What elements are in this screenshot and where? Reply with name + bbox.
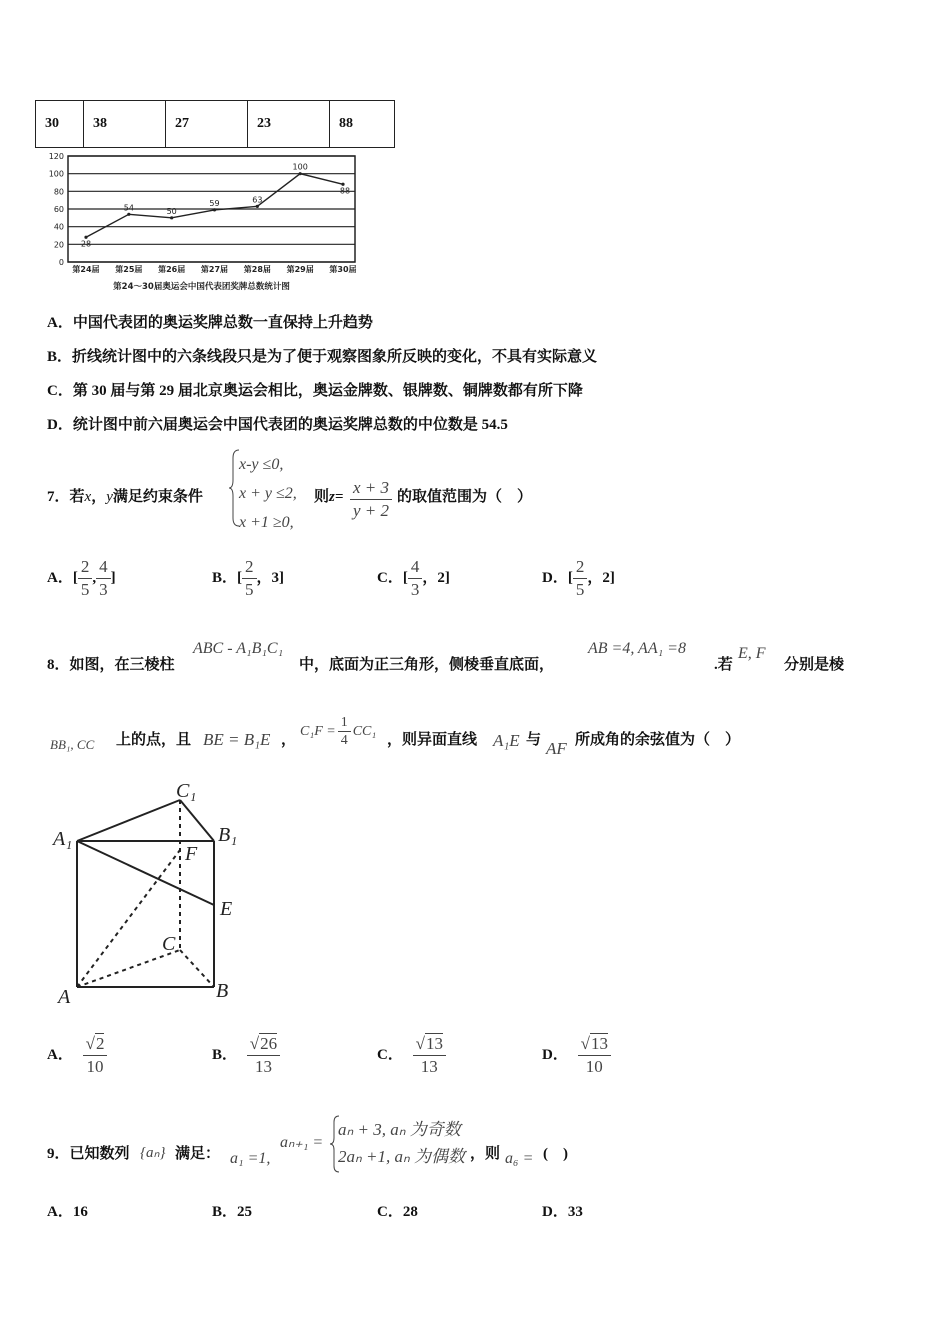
q8-eq2-right: CC₁ [352, 723, 377, 739]
q7-var-y: y [106, 489, 113, 505]
q8-line-af: AF [546, 739, 567, 758]
prism-figure [50, 775, 250, 1010]
data-label: 63 [252, 195, 263, 205]
table-cell: 38 [84, 101, 166, 148]
q7-suffix: 的取值范围为（ ） [397, 489, 533, 505]
option-letter: C． [377, 569, 403, 586]
y-tick-label: 20 [53, 240, 64, 250]
numerator: 2 [242, 556, 257, 579]
numerator: 2 [78, 556, 93, 579]
option-letter: B． [212, 569, 238, 586]
denominator: 10 [585, 1057, 603, 1076]
q9-option-c: C．28 [377, 1204, 418, 1220]
q7-fraction [350, 477, 392, 522]
q7-constraints [239, 450, 297, 537]
option-letter: D． [542, 569, 568, 586]
data-point [213, 208, 216, 211]
y-tick-label: 0 [58, 258, 64, 267]
q7-denominator: y + 2 [353, 501, 390, 520]
x-tick-label: 第30届 [329, 265, 357, 274]
q9-text-3: ，则 [470, 1146, 501, 1162]
option-letter: D． [542, 1046, 568, 1063]
y-tick-label: 40 [53, 222, 64, 232]
data-label: 50 [166, 206, 177, 216]
q7-constraint: x + y ≤2, [239, 485, 297, 502]
q8-option-b: B． $\frac{√26}{13}$ [212, 1033, 280, 1078]
bracket: [ [567, 569, 573, 586]
x-tick-label: 第26届 [158, 265, 186, 274]
segment-af [77, 850, 180, 987]
separator: , [92, 569, 97, 586]
q7-var-x: x [84, 489, 92, 505]
q8-line-a1e: A₁E [493, 731, 520, 750]
q6-option-b: B．折线统计图中的六条线段只是为了便于观察图象所反映的变化，不具有实际意义 [47, 349, 598, 365]
x-tick-label: 第27届 [200, 265, 229, 274]
medal-line-chart [30, 150, 370, 300]
q9-option-a: A．16 [47, 1204, 88, 1220]
edge-c1b1 [180, 800, 214, 841]
bracket: [ [402, 569, 408, 586]
label-b: B [216, 980, 229, 1002]
q8-text-4: 分别是棱 [784, 657, 845, 673]
q8-eq2-left: C₁F = [300, 723, 336, 739]
q9-a1: a₁ =1, [230, 1150, 271, 1167]
denominator: 3 [99, 580, 108, 599]
label-f: F [185, 843, 198, 865]
q7-then-text: 则 [314, 489, 330, 505]
denominator: 13 [254, 1057, 272, 1076]
option-rest: ，2] [587, 569, 615, 586]
q7-prefix: 7．若 [47, 489, 85, 505]
denominator: 4 [340, 733, 348, 748]
option-letter: B． [212, 1046, 238, 1063]
data-point [256, 205, 259, 208]
y-tick-label: 60 [53, 205, 64, 214]
denominator: 10 [86, 1057, 104, 1076]
bracket: ] [110, 569, 116, 586]
data-label: 59 [209, 198, 220, 208]
numerator: 2 [573, 556, 588, 579]
q7-constraint: x-y ≤0, [239, 456, 284, 473]
data-label: 88 [339, 186, 351, 196]
y-tick-label: 120 [48, 152, 64, 161]
numerator: 4 [408, 556, 423, 579]
q8-text-2: 中，底面为正三角形，侧棱垂直底面， [299, 657, 555, 673]
q8-text-7: 与 [526, 732, 542, 748]
q8-option-a: A． $\frac{√2}{10}$ [47, 1033, 107, 1078]
q8-condition: AB =4, AA₁ =8 [588, 640, 686, 657]
q9-cases [338, 1116, 465, 1170]
x-tick-label: 第28届 [243, 265, 271, 274]
q9-case-even: 2aₙ +1, aₙ 为偶数 [338, 1147, 466, 1166]
q8-points-ef: E, F [738, 645, 766, 662]
label-c: C [162, 933, 176, 955]
q9-text-1: 9．已知数列 [47, 1146, 130, 1162]
x-tick-label: 第25届 [115, 265, 143, 274]
data-label: 54 [123, 203, 134, 213]
chart-title: 第24～30届奥运会中国代表团奖牌总数统计图 [113, 282, 290, 292]
edge-a1c1 [77, 800, 180, 841]
prism-hidden-edges [77, 800, 214, 987]
denominator: 3 [410, 580, 420, 599]
denominator: 13 [420, 1057, 438, 1076]
q7-option-d [542, 556, 615, 601]
radicand: 26 [260, 1034, 278, 1053]
option-rest: ，3] [256, 569, 285, 586]
y-tick-label: 80 [53, 187, 64, 197]
label-a1: A₁ [53, 828, 73, 850]
q9-a6: a₆ = [505, 1150, 534, 1167]
q8-text-6: ，则异面直线 [387, 732, 478, 748]
q7-then [314, 485, 343, 506]
data-point [127, 213, 130, 216]
q7-z: z= [329, 489, 344, 505]
numerator: 4 [96, 556, 111, 579]
q6-option-d: D．统计图中前六届奥运会中国代表团的奥运奖牌总数的中位数是 54.5 [47, 417, 508, 433]
q9-sequence: {aₙ} [140, 1145, 166, 1161]
q7-option-b [212, 556, 284, 601]
data-label: 100 [292, 162, 308, 172]
table-cell: 27 [166, 101, 248, 148]
q8-text-5: 上的点，且 [116, 732, 192, 748]
q8-prism: ABC - A₁B₁C₁ [193, 640, 284, 657]
data-label: 28 [80, 239, 92, 249]
q7-stem: 7．若x，y满足约束条件 [47, 489, 203, 505]
radicand: 2 [95, 1034, 105, 1053]
bracket: [ [72, 569, 78, 586]
edge-cb [180, 950, 214, 987]
q8-option-c: C． $\frac{√13}{13}$ [377, 1033, 446, 1078]
q9-option-b: B．25 [212, 1204, 253, 1220]
radicand: 13 [425, 1034, 443, 1053]
q8-option-d: D． $\frac{√13}{10}$ [542, 1033, 611, 1078]
q8-text-8: 所成角的余弦值为（ ） [575, 732, 741, 748]
x-tick-label: 第29届 [286, 265, 314, 274]
denominator: 5 [245, 580, 254, 599]
edge-ac [77, 950, 180, 987]
data-point [170, 216, 173, 219]
q8-comma: ， [281, 732, 297, 748]
radicand: 13 [590, 1034, 608, 1053]
q8-eq2 [300, 714, 376, 749]
x-tick-label: 第24届 [72, 265, 100, 274]
label-b1: B₁ [218, 824, 238, 846]
q8-edges: BB₁, CC [50, 737, 95, 752]
q7-numerator: x + 3 [350, 477, 392, 500]
table-cell: 30 [36, 101, 84, 148]
q7-option-a [47, 556, 116, 601]
denominator: 5 [80, 580, 90, 599]
label-e: E [220, 898, 233, 920]
q9-text-2: 满足： [175, 1146, 221, 1162]
option-letter: A． [47, 1046, 73, 1063]
bracket: [ [237, 569, 243, 586]
q7-option-c [377, 556, 450, 601]
q6-option-a: A．中国代表团的奥运奖牌总数一直保持上升趋势 [47, 315, 373, 331]
table-cell: 88 [330, 101, 395, 148]
q9-option-d: D．33 [542, 1204, 583, 1220]
denominator: 5 [575, 580, 585, 599]
label-a: A [58, 986, 71, 1008]
y-tick-label: 100 [48, 169, 64, 179]
q7-constraint: x +1 ≥0, [239, 514, 294, 531]
q8-eq1: BE = B₁E [203, 730, 271, 749]
table-cell: 23 [248, 101, 330, 148]
label-c1: C₁ [176, 780, 197, 802]
q9-case-odd: aₙ + 3, aₙ 为奇数 [338, 1120, 461, 1139]
option-letter: C． [377, 1046, 403, 1063]
q7-mid: 满足约束条件 [112, 489, 203, 505]
q9-an1: aₙ₊₁ = [280, 1134, 324, 1151]
q6-option-c: C．第 30 届与第 29 届北京奥运会相比，奥运金牌数、银牌数、铜牌数都有所下降 [47, 383, 583, 399]
q8-text-3: .若 [714, 657, 733, 673]
medal-table [35, 100, 395, 148]
q8-text-1: 8．如图，在三棱柱 [47, 657, 175, 673]
option-rest: ，2] [422, 569, 450, 586]
data-point [299, 172, 302, 175]
option-letter: A． [47, 569, 73, 586]
numerator: 1 [338, 714, 351, 732]
q9-text-4: ( ) [543, 1146, 568, 1162]
